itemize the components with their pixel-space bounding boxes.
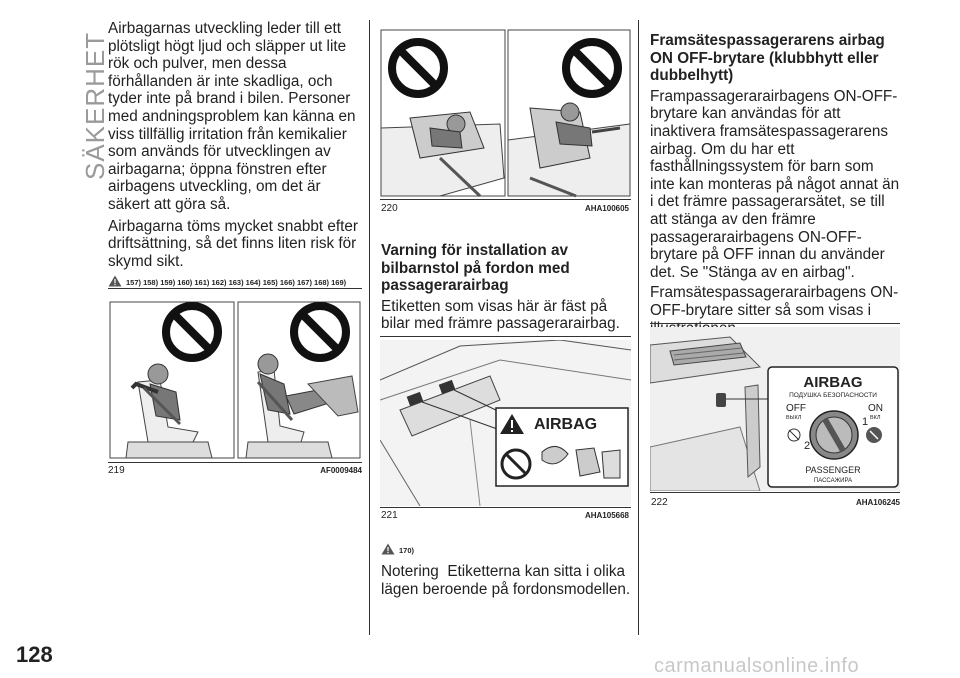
figure-220-number: 220 — [381, 203, 398, 214]
callout-1: 1 — [862, 416, 869, 428]
passenger-label: PASSENGER — [805, 465, 861, 475]
figure-221-top-rule — [380, 336, 631, 337]
airbag-on-icon — [866, 427, 882, 443]
column-divider-left — [369, 20, 370, 635]
col1-para2: Airbagarna töms mycket snabbt efter driftsättning, så det finns liten risk för skymd sikt. — [108, 217, 358, 270]
figure-222-code: AHA106245 — [855, 498, 900, 507]
figure-220-bottom-rule — [380, 199, 631, 200]
figure-221-code: AHA105668 — [584, 511, 629, 520]
figure-221-number: 221 — [381, 510, 398, 521]
section-title-vertical — [50, 30, 110, 190]
on-ru-label: ВКЛ — [870, 415, 881, 421]
off-label: OFF — [786, 403, 806, 414]
figure-220-image — [380, 28, 631, 198]
switch-title: AIRBAG — [803, 374, 863, 391]
rotary-switch-icon — [810, 411, 858, 459]
label-airbag-text: AIRBAG — [534, 416, 598, 433]
column-3 — [650, 32, 900, 337]
child-seat-heading: Varning för installation av bilbarnstol på fordon med passagerarairbag — [381, 242, 570, 295]
col3-para1: Frampassagerarairbagens ON-OFF-brytare kan användas för att inaktivera framsätespassagerarens airbag. Om du har ett fasthållningssystem för barn som inte kan monteras på något annat än i det främre passagerarsätet, se till att stänga av den främre passagerarairbagens ON-OFF-brytare på OFF innan du använder det. Se "Stänga av en airbag". — [650, 87, 900, 281]
switch-subtitle: ПОДУШКА БЕЗОПАСНОСТИ — [789, 392, 877, 399]
column-divider-right — [638, 20, 639, 635]
figure-219-bottom-rule — [108, 462, 362, 463]
figure-219-code: AF0009484 — [320, 466, 362, 475]
figure-221-image — [380, 340, 631, 506]
col2-para1: Etiketten som visas här är fäst på bilar med främre passagerarairbag. — [381, 297, 620, 333]
col1-para1: Airbagarnas utveckling leder till ett plötsligt högt ljud och släpper ut lite rök och pulver, men dessa förhållanden är inte skadliga, och tyder inte på brand i bilen. Personer med andningsproblem kan känna en viss tillfällig irritation från kemikalier som används för utvecklingen av airbagarna; öppna fönstren efter airbagens utveckling, om det är säkert att göra så. — [108, 20, 356, 213]
column-2 — [381, 242, 631, 333]
warning-refs-text: 157) 158) 159) 160) 161) 162) 163) 164) 165) 166) 167) 168) 169) — [126, 278, 347, 288]
column-1 — [108, 20, 362, 289]
figure-222-image — [650, 327, 900, 491]
on-label: ON — [868, 403, 883, 414]
figure-219-number: 219 — [108, 465, 125, 476]
col3-para2: Framsätespassagerarairbagens ON-OFF-brytare sitter så som visas i — [650, 284, 899, 319]
figure-222-top-rule — [650, 323, 900, 324]
figure-219-top-rule — [108, 288, 362, 289]
figure-220-code: AHA100605 — [584, 204, 629, 213]
figure-221-bottom-rule — [380, 507, 631, 508]
callout-2: 2 — [804, 440, 811, 452]
off-ru-label: ВЫКЛ — [786, 415, 802, 421]
col2-note: Notering Etiketterna kan sitta i olika lägen beroende på fordonsmodellen. — [381, 563, 631, 598]
figure-222-number: 222 — [651, 497, 668, 508]
figure-219-image — [108, 292, 362, 460]
warning-triangle-icon — [108, 275, 122, 287]
section-title: SÄKERHET — [80, 31, 110, 180]
figure-222-bottom-rule — [650, 492, 900, 493]
page-number: 128 — [16, 642, 53, 667]
warning-triangle-icon — [381, 543, 395, 555]
warning-ref-170 — [381, 543, 414, 557]
passenger-ru-label: ПАССАЖИРА — [813, 478, 853, 484]
switch-heading: Framsätespassagerarens airbag ON OFF-brytare (klubbhytt eller dubbelhytt) — [650, 32, 885, 85]
warning-ref-text: 170) — [399, 546, 415, 555]
watermark: carmanualsonline.info — [654, 655, 860, 677]
